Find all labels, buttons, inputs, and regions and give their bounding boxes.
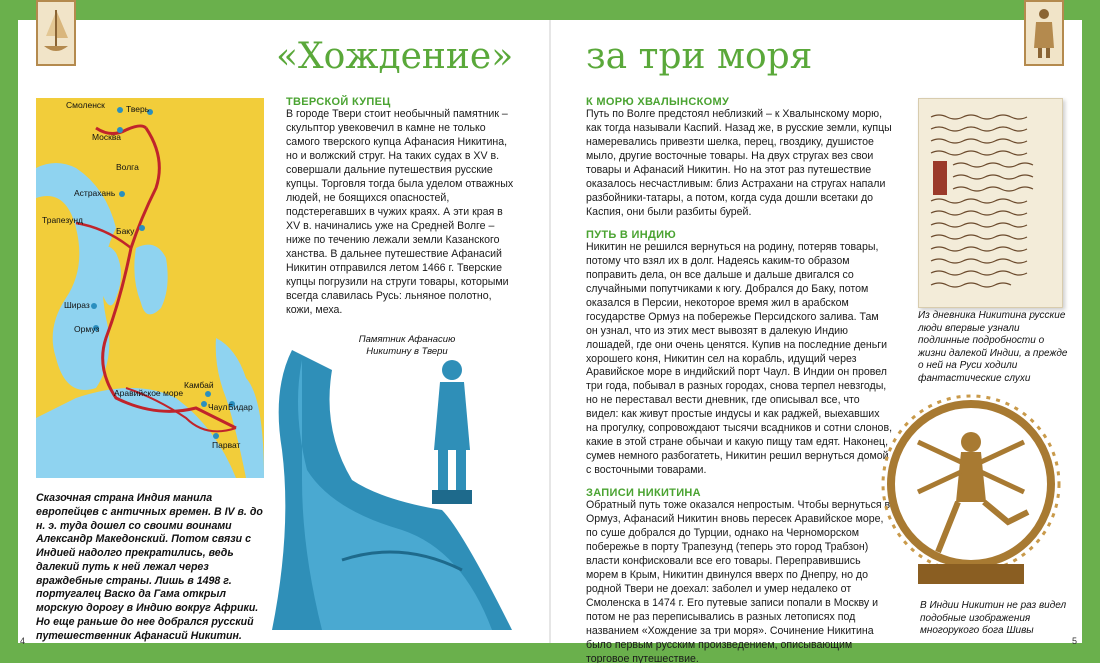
section-text-india: Никитин не решился вернуться на родину, потеряв товары, потому что взял их в долг. Надеясь каким-то образом поправить дела, он все дальше и дальше двигался со случайными попутчиками к югу. Добрался до Баку, потом оказался в Персии, некоторое время жил в арабском государстве Ормуз на побережье Персидского залива. Там он узнал, что из этих мест вывозят в далекую Индию лошадей, где они очень ценятся. Купив на последние деньги хорошего коня, Никитин сел на корабль, идущий через Аравийское море в индийский порт Чаул. В Индии он провел три года, побывал в разных городах, снова терпел невзгоды, но не переставал вести дневник, где описывал все, что видел: как живут простые индусы и как раджей, выехавших на прогулку, сопровождают тысячи всадников и сотни слонов, какие в этой стране обычаи и какую пищу там едят. Наконец, сумев немного разбогатеть, Никитин решил вернуться домой с восточными товарами. [586,240,893,477]
page-number-left: 4 [20,636,26,646]
column-right [586,96,892,663]
map-label-moskva: Москва [92,132,122,142]
section-khvalynsk [586,96,892,220]
map-label-parvat: Парват [212,440,241,450]
ship-emblem-icon [36,0,76,66]
map-label-trapezund: Трапезунд [42,215,84,225]
city-marker [205,391,211,397]
section-heading-india: ПУТЬ В ИНДИЮ [586,228,676,241]
city-marker [91,303,97,309]
map-label-kambay: Камбай [184,380,214,390]
section-india [586,229,892,478]
monument-caption: Памятник Афанасию Никитину в Твери [358,334,456,357]
map-caption: Сказочная страна Индия манила европейцев с античных времен. В IV в. до н. э. туда дошел со своими воинами Александр Македонский. Потом связи с Индией надолго прекратились, ведь далекий путь к ней лежал через враждебные страны. Лишь в 1498 г. португалец Васко да Гама открыл морскую дорогу в Индию вокруг Африки. Но еще раньше до нее добрался русский путешественник Афанасий Никитин. [36,492,263,642]
page-title-right: за три моря [586,36,813,77]
merchant-emblem-icon [1024,0,1064,66]
section-text-notes: Обратный путь тоже оказался непростым. Чтобы вернуться в Ормуз, Афанасий Никитин вновь пересек Аравийское море, по суше добрался до Турции, однако на Черноморском побережье в порту Трапезунд (теперь это город Трабзон) власти конфисковали все его товары. Переправившись морем в Крым, Никитин двинулся вверх по Днепру, но до родной Твери не доехал: заболел и умер недалеко от Смоленска в 1474 г. Его путевые записи попали в Москву и потом не раз переписывались в разных летописях под названием «Хождение за три моря». Сочинение Никитина было первым русским произведением, описывающим торговое путешествие. [586,499,891,663]
section-heading-tver: ТВЕРСКОЙ КУПЕЦ [286,96,391,108]
map-label-smolensk: Смоленск [66,100,105,110]
map-label-tver: Тверь [126,104,150,114]
map-label-baku: Баку [116,226,135,236]
city-marker [119,191,125,197]
manuscript-caption: Из дневника Никитина русские люди впервые узнали подлинные подробности о жизни далекой Индии, а прежде о ней на Руси ходили фантастические слухи [918,310,1068,384]
city-marker [139,225,145,231]
shiva-caption: В Индии Никитин не раз видел подобные изображения многорукого бога Шивы [920,600,1067,636]
monument-illustration [262,330,512,630]
map-label-astrakhan: Астрахань [74,188,116,198]
book-spine [549,20,551,643]
section-text-tver: В городе Твери стоит необычный памятник – скульптор увековечил в камне не только самого тверского купца Афанасия Никитина, но и волжский струг. На таких судах в XV в. совершали дальние путешествия русские купцы. Торговля тогда была уделом отважных людей, не боящихся опасностей, подстерегавших в чужих краях. А эти края в XV в. начинались уже на Средней Волге – ниже по течению лежали земли Казанского ханства. В дальнее путешествие Афанасий Никитин отправился летом 1466 г. Тверские купцы погрузили на струги товары, которыми всегда славилась Русь: льняное полотно, кожи, меха. [286,108,514,316]
route-map [36,98,264,478]
section-heading-notes: ЗАПИСИ НИКИТИНА [586,487,701,500]
map-label-volga: Волга [116,162,139,172]
page-number-right: 5 [1072,636,1078,646]
column-tver [286,96,518,318]
city-marker [117,107,123,113]
map-label-arabian-sea: Аравийское море [114,388,184,398]
section-notes [586,487,892,663]
page-title-left: «Хождение» [276,36,514,77]
city-marker [213,433,219,439]
city-marker [201,401,207,407]
manuscript-image [918,98,1063,308]
shiva-statue-image [878,392,1064,592]
map-label-bidar: Бидар [228,402,253,412]
map-label-shiraz: Шираз [64,300,90,310]
section-heading-khvalynsk: К МОРЮ ХВАЛЫНСКОМУ [586,96,730,108]
route-map-graphic [36,98,264,478]
map-label-ormuz: Ормуз [74,324,100,334]
section-text-khvalynsk: Путь по Волге предстоял неблизкий – к Хвалынскому морю, как тогда называли Каспий. Назад же, в русские земли, купцы намеревались привезти шелка, перец, гвоздику, душистое мыло, другие восточные товары. На двух стругах вез свои товары и Афанасий Никитин. Но на этот раз путешествие оказалось несчастливым: близ Астрахани на стругах напали разбойники-татары, а потом, когда суда дошли всетаки до Каспия, они были разбиты бурей. [586,108,892,218]
map-label-chaul: Чаул [208,402,228,412]
